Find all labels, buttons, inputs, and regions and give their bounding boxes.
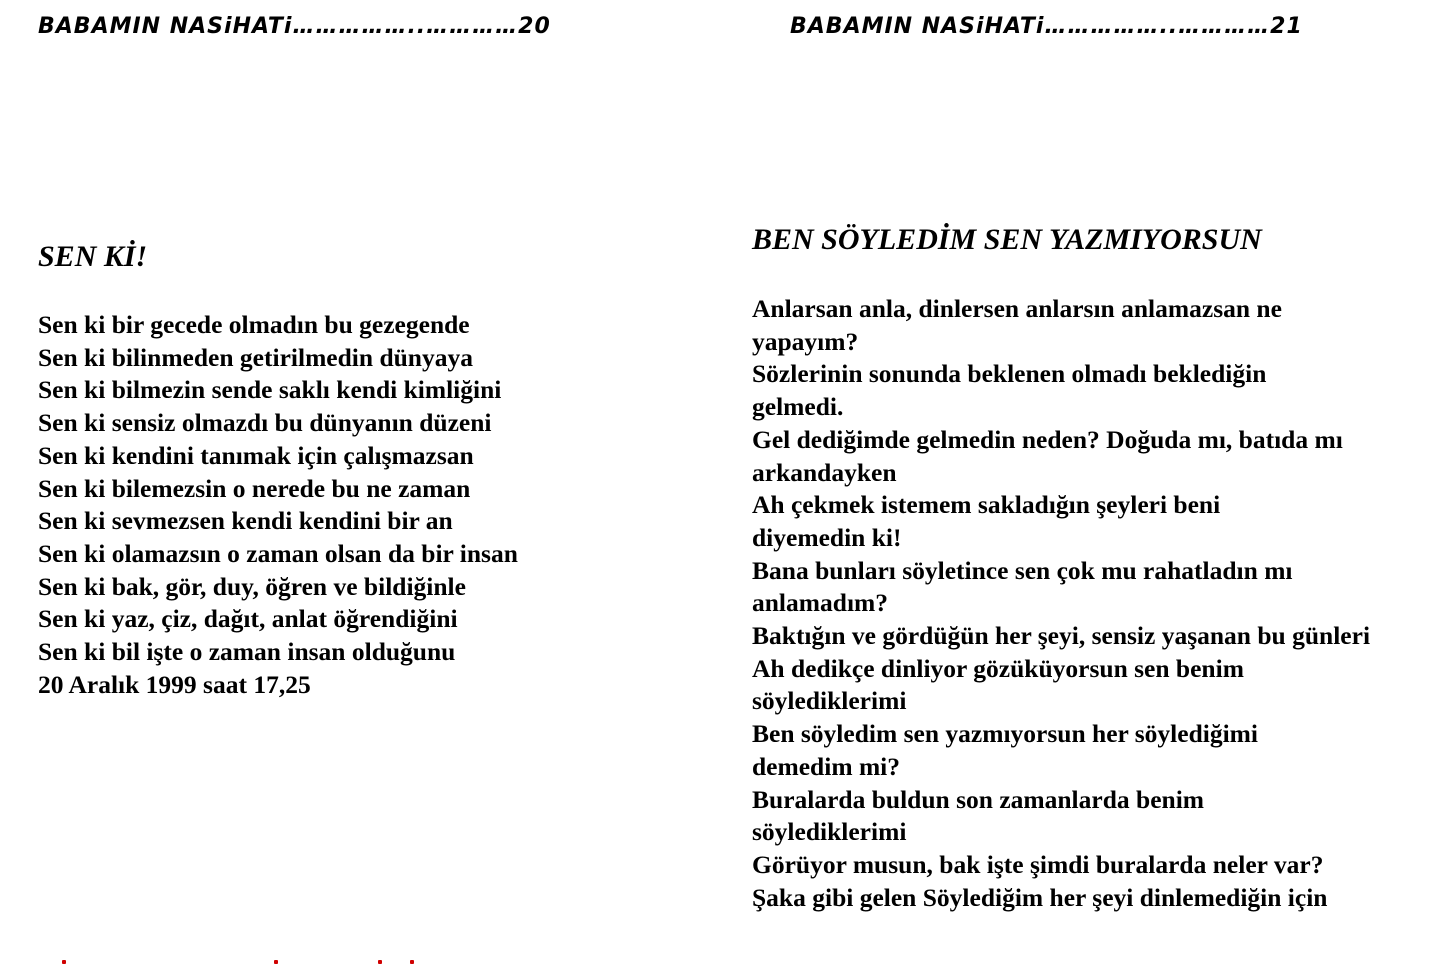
poem-line: Sen ki bak, gör, duy, öğren ve bildiğinle — [38, 571, 466, 601]
red-mark — [62, 960, 66, 964]
poem-title: SEN Kİ! — [38, 240, 148, 273]
poem-line: Baktığın ve gördüğün her şeyi, sensiz yaşanan bu günleri — [752, 621, 1371, 651]
poem-line: Buralarda buldun son zamanlarda benim söylediklerimi — [752, 784, 1205, 847]
poem-line: Anlarsan anla, dinlersen anlarsın anlamazsan ne yapayım? — [752, 294, 1282, 356]
red-mark — [410, 960, 414, 964]
running-header: BABAMIN NASiHATi……………..…………20 — [38, 14, 551, 39]
poem-line: Sen ki bilmezin sende saklı kendi kimliğini — [38, 375, 502, 405]
poem-body — [38, 309, 698, 701]
poem-line: Sen ki olamazsın o zaman olsan da bir insan — [38, 538, 518, 568]
poem-line: Şaka gibi gelen Söylediğim her şeyi dinlemediğin için — [752, 882, 1328, 912]
poem-line: Görüyor musun, bak işte şimdi buralarda neler var? — [752, 849, 1324, 879]
poem-line: Sen ki bilemezsin o nerede bu ne zaman — [38, 473, 471, 503]
red-mark — [378, 960, 382, 964]
poem-title: BEN SÖYLEDİM SEN YAZMIYORSUN — [752, 223, 1262, 256]
right-page — [720, 0, 1440, 966]
poem-line: Sözlerinin sonunda beklenen olmadı beklediğin gelmedi. — [752, 359, 1267, 422]
poem-date: 20 Aralık 1999 saat 17,25 — [38, 669, 311, 699]
poem-line: Sen ki kendini tanımak için çalışmazsan — [38, 440, 474, 470]
poem-line: Bana bunları söyletince sen çok mu rahatladın mı anlamadım? — [752, 555, 1293, 618]
poem-line: Sen ki bir gecede olmadın bu gezegende — [38, 310, 470, 339]
poem-line: Sen ki yaz, çiz, dağıt, anlat öğrendiğini — [38, 604, 458, 634]
red-mark — [274, 960, 278, 964]
poem-line: Ah dedikçe dinliyor gözüküyorsun sen benim söylediklerimi — [752, 653, 1244, 716]
poem-body — [752, 293, 1432, 914]
poem-line: Sen ki bilinmeden getirilmedin dünyaya — [38, 342, 473, 372]
poem-line: Gel dediğimde gelmedin neden? Doğuda mı, batıda mı arkandayken — [752, 424, 1343, 487]
poem-line: Ah çekmek istemem sakladığın şeyleri beni diyemedin ki! — [752, 490, 1221, 552]
running-header: BABAMIN NASiHATi……………..…………21 — [790, 14, 1303, 39]
poem-line: Ben söyledim sen yazmıyorsun her söylediğimi demedim mi? — [752, 719, 1259, 781]
poem-line: Sen ki bil işte o zaman insan olduğunu — [38, 637, 456, 667]
poem-line: Sen ki sevmezsen kendi kendini bir an — [38, 506, 453, 536]
poem-line: Sen ki sensiz olmazdı bu dünyanın düzeni — [38, 408, 492, 438]
bottom-edge-marks — [38, 958, 438, 966]
